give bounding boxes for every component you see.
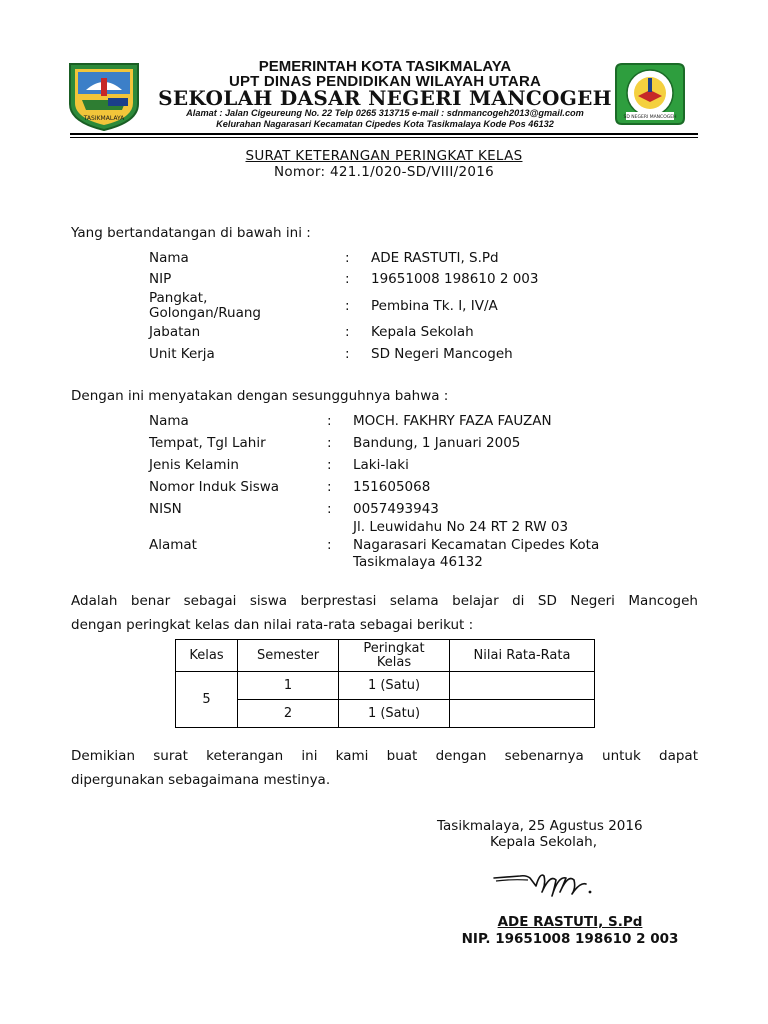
document-number: Nomor: 421.1/020-SD/VIII/2016: [273, 164, 495, 180]
letterhead-agency: UPT DINAS PENDIDIKAN WILAYAH UTARA: [228, 73, 542, 90]
svg-text:TASIKMALAYA: TASIKMALAYA: [83, 115, 125, 122]
letterhead-district: Kelurahan Nagarasari Kecamatan Cipedes Kota Tasikmalaya Kode Pos 46132: [216, 119, 554, 129]
table-row: [176, 700, 595, 728]
closing-line2: dipergunakan sebagaimana mestinya.: [71, 772, 331, 788]
colon: :: [327, 537, 332, 553]
student-value-birth: Bandung, 1 Januari 2005: [353, 435, 521, 451]
header-kelas: Kelas: [176, 640, 238, 672]
rank-table: [175, 639, 595, 728]
student-label-nis: Nomor Induk Siswa: [149, 479, 280, 495]
place-date: Tasikmalaya, 25 Agustus 2016: [437, 818, 643, 834]
student-label-gender: Jenis Kelamin: [149, 457, 239, 473]
signer-value-position: Kepala Sekolah: [371, 324, 474, 340]
header-nilai: Nilai Rata-Rata: [450, 640, 595, 672]
header-semester: Semester: [238, 640, 339, 672]
handwritten-signature: [490, 862, 600, 902]
student-value-name: MOCH. FAKHRY FAZA FAUZAN: [353, 413, 552, 429]
signer-value-nip: 19651008 198610 2 003: [371, 271, 539, 287]
colon: :: [345, 250, 350, 266]
signer-position: Kepala Sekolah,: [490, 834, 597, 850]
svg-text:SD NEGERI MANCOGEH: SD NEGERI MANCOGEH: [623, 115, 677, 120]
student-value-nis: 151605068: [353, 479, 431, 495]
student-address-line2: Nagarasari Kecamatan Cipedes Kota: [353, 537, 600, 553]
intro-statement: Dengan ini menyatakan dengan sesungguhnya bahwa :: [71, 388, 449, 404]
student-label-birth: Tempat, Tgl Lahir: [149, 435, 266, 451]
signer-label-rank-group: Golongan/Ruang: [149, 305, 261, 321]
letterhead-address: Alamat : Jalan Cigeureung No. 22 Telp 0265 313715 e-mail : sdnmancogeh2013@gmail.com: [186, 108, 584, 118]
letterhead-school-name: SEKOLAH DASAR NEGERI MANCOGEH: [158, 86, 612, 110]
closing-line1: Demikian surat keterangan ini kami buat dengan sebenarnya untuk dapat: [71, 748, 698, 764]
signer-value-name: ADE RASTUTI, S.Pd: [371, 250, 499, 266]
header-peringkat: [339, 640, 450, 672]
student-address-line3: Tasikmalaya 46132: [353, 554, 483, 570]
colon: :: [345, 271, 350, 287]
colon: :: [327, 413, 332, 429]
student-address-line1: Jl. Leuwidahu No 24 RT 2 RW 03: [353, 519, 569, 535]
signer-label-unit: Unit Kerja: [149, 346, 215, 362]
cell-peringkat: 1 (Satu): [339, 700, 450, 728]
signer-label-name: Nama: [149, 250, 189, 266]
colon: :: [327, 479, 332, 495]
letterhead-government: PEMERINTAH KOTA TASIKMALAYA: [258, 58, 512, 75]
colon: :: [345, 324, 350, 340]
letterhead-rule-thick: [70, 133, 698, 135]
colon: :: [327, 501, 332, 517]
cell-nilai: [450, 672, 595, 700]
cell-peringkat: 1 (Satu): [339, 672, 450, 700]
colon: :: [345, 298, 350, 314]
school-emblem-logo: [612, 62, 688, 130]
header-peringkat-line1: Peringkat: [363, 640, 425, 656]
student-label-nisn: NISN: [149, 501, 182, 517]
statement-line2: dengan peringkat kelas dan nilai rata-rata sebagai berikut :: [71, 617, 474, 633]
signer-value-unit: SD Negeri Mancogeh: [371, 346, 513, 362]
student-label-name: Nama: [149, 413, 189, 429]
signer-label-nip: NIP: [149, 271, 172, 287]
signer-signature-name: ADE RASTUTI, S.Pd: [497, 914, 643, 930]
cell-semester: 1: [238, 672, 339, 700]
student-label-address: Alamat: [149, 537, 197, 553]
signer-label-position: Jabatan: [149, 324, 201, 340]
cell-kelas: 5: [176, 672, 238, 728]
header-peringkat-line2: Kelas: [376, 654, 412, 670]
colon: :: [345, 346, 350, 362]
table-header-row: [176, 640, 595, 672]
colon: :: [327, 435, 332, 451]
city-crest-logo: [64, 60, 144, 132]
signer-value-rank: Pembina Tk. I, IV/A: [371, 298, 498, 314]
student-value-gender: Laki-laki: [353, 457, 409, 473]
cell-nilai: [450, 700, 595, 728]
document-title: SURAT KETERANGAN PERINGKAT KELAS: [245, 148, 523, 164]
signer-label-rank: Pangkat,: [149, 290, 208, 306]
signer-signature-nip: NIP. 19651008 198610 2 003: [461, 931, 679, 947]
table-row: [176, 672, 595, 700]
statement-line1: Adalah benar sebagai siswa berprestasi selama belajar di SD Negeri Mancogeh: [71, 593, 698, 609]
letterhead-rule-thin: [70, 137, 698, 138]
cell-semester: 2: [238, 700, 339, 728]
intro-signer: Yang bertandatangan di bawah ini :: [71, 225, 311, 241]
colon: :: [327, 457, 332, 473]
student-value-nisn: 0057493943: [353, 501, 439, 517]
